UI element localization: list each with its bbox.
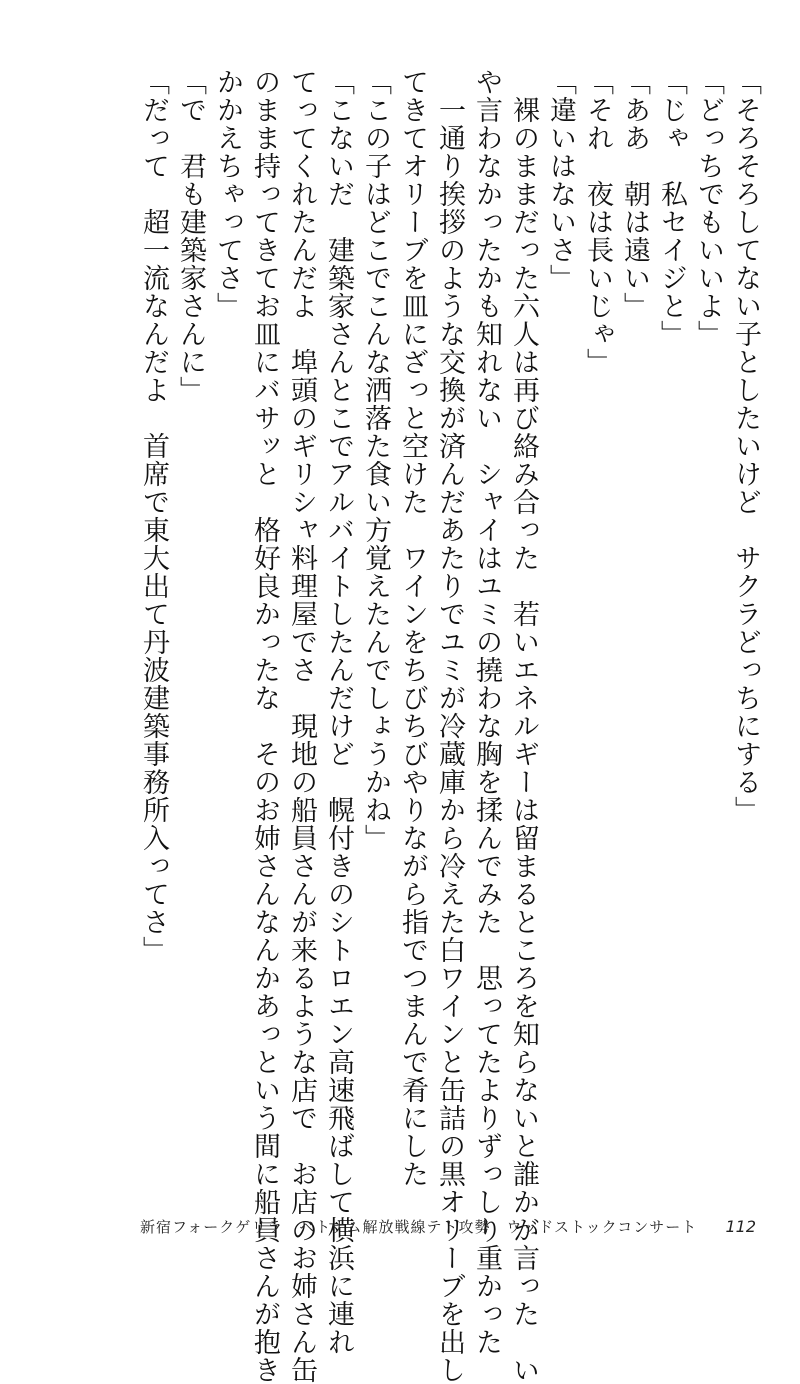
text-line: 「どっちでもいいよ」 xyxy=(693,68,724,348)
text-line: 裸のままだった六人は再び絡み合った 若いエネルギーは留まるところを知らないと誰かが言った い xyxy=(508,68,539,1384)
page-number: 112 xyxy=(725,1216,756,1236)
text-line: 「ああ 朝は遠い」 xyxy=(619,68,650,320)
text-line: 「この子はどこでこんな洒落た食い方覚えたんでしょうかね」 xyxy=(360,68,391,852)
text-line: 「だって 超一流なんだよ 首席で東大出て丹波建築事務所入ってさ」 xyxy=(138,68,169,964)
text-line: のまま持ってきてお皿にバサッと 格好良かったな そのお姉さんなんかあっという間に船員さんが抱き xyxy=(249,68,280,1384)
text-line: 「こないだ 建築家さんとこでアルバイトしたんだけど 幌付きのシトロエン高速飛ばして横浜に連れ xyxy=(323,68,354,1356)
text-line: てきてオリーブを皿にざっと空けた ワインをちびちびやりながら指でつまんで肴にした xyxy=(397,68,428,1188)
text-line: かかえちゃってさ」 xyxy=(212,68,243,320)
text-line: てってくれたんだよ 埠頭のギリシャ料理屋でさ 現地の船員さんが来るような店で お店のお姉さん缶 xyxy=(286,68,317,1384)
text-line: 「それ 夜は長いじゃ」 xyxy=(582,68,613,376)
page-footer xyxy=(140,1212,756,1240)
running-title: 新宿フォークゲリラ ベトナム解放戦線テト攻勢 ウッドストックコンサート xyxy=(140,1217,698,1236)
text-line: 「で 君も建築家さんに」 xyxy=(175,68,206,404)
text-line: 一通り挨拶のような交換が済んだあたりでユミが冷蔵庫から冷えた白ワインと缶詰の黒オリーブを出し xyxy=(434,68,465,1384)
text-line: 「違いはないさ」 xyxy=(545,68,576,292)
text-line: 「じゃ 私セイジと」 xyxy=(656,68,687,348)
text-line: 「そろそろしてない子としたいけど サクラどっちにする」 xyxy=(730,68,761,824)
text-line: や言わなかったかも知れない シャイはユミの撓わな胸を揉んでみた 思ってたよりずっしり重かった xyxy=(471,68,502,1356)
